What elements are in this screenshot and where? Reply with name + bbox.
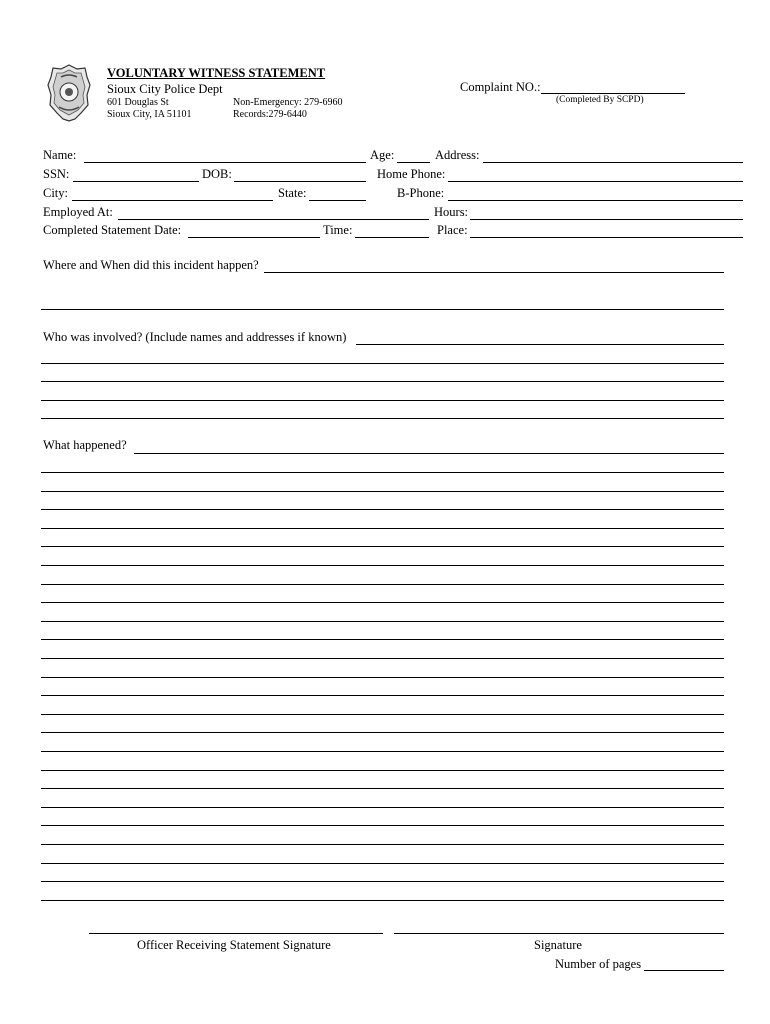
what-happened-line[interactable] — [41, 751, 724, 752]
ssn-line — [73, 181, 199, 182]
complaint-number-line — [541, 93, 685, 94]
ssn-input[interactable] — [73, 166, 199, 180]
what-happened-line[interactable] — [41, 825, 724, 826]
police-badge-seal — [47, 63, 92, 123]
city-label: City: — [43, 186, 69, 200]
b-phone-line — [448, 200, 743, 201]
street-address: 601 Douglas St — [107, 97, 169, 108]
complaint-number-input[interactable] — [541, 80, 685, 94]
who-involved-line[interactable] — [41, 400, 724, 401]
home-phone-label: Home Phone: — [377, 167, 446, 181]
what-happened-line[interactable] — [41, 900, 724, 901]
what-happened-line[interactable] — [41, 491, 724, 492]
place-label: Place: — [437, 223, 468, 237]
non-emergency-phone: Non-Emergency: 279-6960 — [233, 97, 343, 108]
dob-input[interactable] — [234, 166, 366, 180]
what-happened-line[interactable] — [41, 770, 724, 771]
state-line — [309, 200, 366, 201]
home-phone-line — [448, 181, 743, 182]
completed-by-note: (Completed By SCPD) — [556, 95, 644, 105]
completed-date-input[interactable] — [188, 222, 320, 236]
address-line — [483, 162, 743, 163]
city-address: Sioux City, IA 51101 — [107, 109, 192, 120]
what-happened-line[interactable] — [41, 677, 724, 678]
dob-label: DOB: — [202, 167, 232, 181]
signature-label: Signature — [534, 938, 582, 952]
what-happened-line[interactable] — [41, 621, 724, 622]
department-name: Sioux City Police Dept — [107, 82, 223, 96]
employed-at-label: Employed At: — [43, 205, 113, 219]
state-label: State: — [278, 186, 307, 200]
b-phone-label: B-Phone: — [397, 186, 445, 200]
who-involved-line[interactable] — [356, 344, 724, 345]
number-of-pages-label: Number of pages — [555, 957, 642, 971]
officer-signature-label: Officer Receiving Statement Signature — [137, 938, 331, 952]
where-when-line[interactable] — [264, 272, 724, 273]
what-happened-line[interactable] — [41, 863, 724, 864]
where-when-line[interactable] — [41, 309, 724, 310]
witness-signature-line[interactable] — [394, 933, 724, 934]
age-input[interactable] — [397, 147, 430, 161]
hours-label: Hours: — [434, 205, 469, 219]
what-happened-line[interactable] — [41, 546, 724, 547]
what-happened-line[interactable] — [41, 565, 724, 566]
state-input[interactable] — [309, 185, 366, 199]
what-happened-line[interactable] — [41, 844, 724, 845]
name-line — [84, 162, 366, 163]
age-label: Age: — [370, 148, 395, 162]
time-input[interactable] — [355, 222, 429, 236]
number-of-pages-line — [644, 970, 724, 971]
completed-date-line — [188, 237, 320, 238]
employed-at-input[interactable] — [118, 204, 429, 218]
address-label: Address: — [435, 148, 480, 162]
what-happened-line[interactable] — [134, 453, 724, 454]
what-happened-line[interactable] — [41, 714, 724, 715]
city-input[interactable] — [72, 185, 273, 199]
name-label: Name: — [43, 148, 77, 162]
what-happened-line[interactable] — [41, 881, 724, 882]
address-input[interactable] — [483, 147, 743, 161]
what-happened-line[interactable] — [41, 695, 724, 696]
place-input[interactable] — [470, 222, 743, 236]
time-label: Time: — [323, 223, 353, 237]
what-happened-line[interactable] — [41, 658, 724, 659]
form-title: VOLUNTARY WITNESS STATEMENT — [107, 66, 326, 80]
b-phone-input[interactable] — [448, 185, 743, 199]
complaint-number-label: Complaint NO.: — [460, 80, 541, 94]
name-input[interactable] — [84, 147, 366, 161]
time-line — [355, 237, 429, 238]
employed-at-line — [118, 219, 429, 220]
hours-input[interactable] — [470, 204, 743, 218]
what-happened-line[interactable] — [41, 528, 724, 529]
where-when-question: Where and When did this incident happen? — [43, 258, 259, 272]
age-line — [397, 162, 430, 163]
who-involved-line[interactable] — [41, 381, 724, 382]
who-involved-line[interactable] — [41, 363, 724, 364]
who-involved-question: Who was involved? (Include names and addresses if known) — [43, 330, 347, 344]
records-phone: Records:279-6440 — [233, 109, 307, 120]
completed-date-label: Completed Statement Date: — [43, 223, 182, 237]
what-happened-line[interactable] — [41, 732, 724, 733]
number-of-pages-input[interactable] — [644, 956, 724, 970]
hours-line — [470, 219, 743, 220]
what-happened-line[interactable] — [41, 807, 724, 808]
home-phone-input[interactable] — [448, 166, 743, 180]
what-happened-line[interactable] — [41, 509, 724, 510]
officer-signature-line[interactable] — [89, 933, 383, 934]
dob-line — [234, 181, 366, 182]
what-happened-line[interactable] — [41, 788, 724, 789]
what-happened-line[interactable] — [41, 602, 724, 603]
city-line — [72, 200, 273, 201]
what-happened-line[interactable] — [41, 639, 724, 640]
what-happened-line[interactable] — [41, 584, 724, 585]
place-line — [470, 237, 743, 238]
what-happened-question: What happened? — [43, 438, 127, 452]
what-happened-line[interactable] — [41, 472, 724, 473]
who-involved-line[interactable] — [41, 418, 724, 419]
ssn-label: SSN: — [43, 167, 70, 181]
